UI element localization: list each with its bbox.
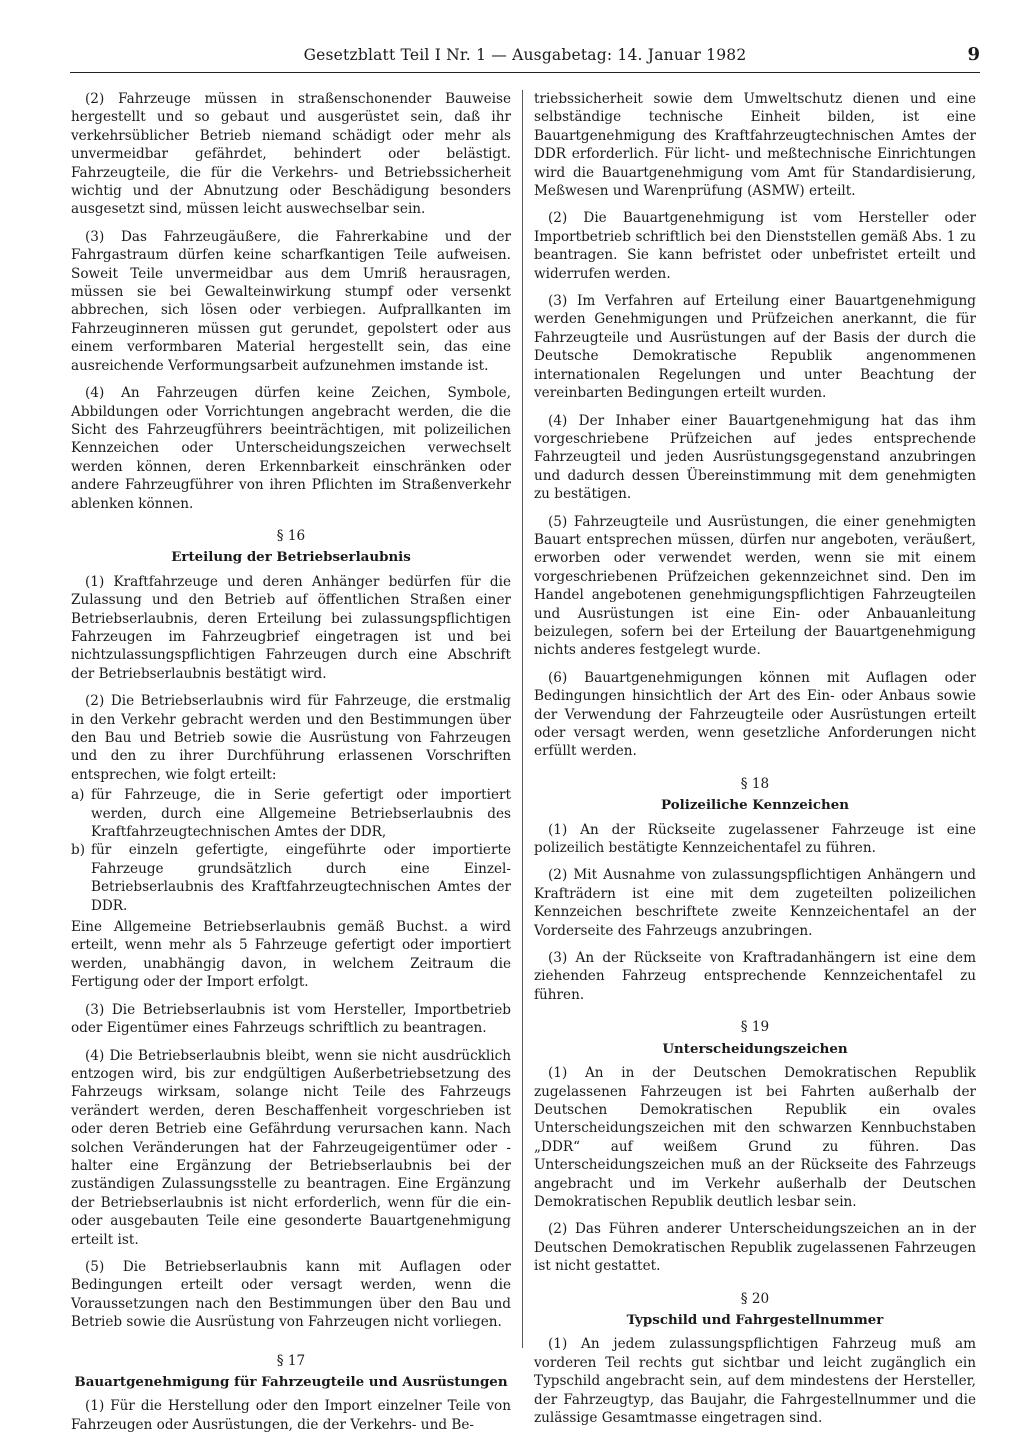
section-19-number: § 19 [740, 1019, 770, 1036]
list-item-text: für Fahrzeuge, die in Serie gefertigt oder importiert werden, durch eine Allgemeine Betriebserlaubnis des Kraftfahrzeugtechnischen Amtes der DDR, [91, 787, 511, 841]
section-20-number: § 20 [740, 1290, 770, 1307]
paragraph-18-1: (1) An der Rückseite zugelassener Fahrzeuge ist eine polizeilich bestätigte Kennzeichentafel zu führen. [534, 821, 976, 857]
list-item [71, 841, 511, 915]
section-18-number: § 18 [740, 775, 770, 792]
paragraph-17-5: (5) Fahrzeugteile und Ausrüstungen, die einer genehmigten Bauart entsprechen müssen, dürfen nur angeboten, veräußert, erworben oder verwendet werden, wenn sie mit einem vorgeschriebenen Prüfzeichen gekennzeichnet sind. Den im Handel angebotenen genehmigungspflichtigen Fahrzeugteilen und Ausrüstungen ist eine Ein- oder Anbauanleitung beizulegen, sofern bei der Erteilung der Bauartgenehmigung nichts anderes festgelegt wurde. [534, 513, 976, 659]
section-19-title: Unterscheidungszeichen [662, 1040, 848, 1057]
list-item-label: b) [71, 842, 86, 859]
paragraph-16-2: (2) Die Betriebserlaubnis wird für Fahrzeuge, die erstmalig in den Verkehr gebracht werden und den Bestimmungen über den Bau und Betrieb sowie die Ausrüstung von Fahrzeugen und den zu ihrer Durchführung erlassenen Vorschriften entsprechen, wie folgt erteilt: [71, 693, 511, 783]
paragraph-18-3: (3) An der Rückseite von Kraftradanhängern ist eine dem ziehenden Fahrzeug entsprechende Kennzeichentafel zu führen. [534, 950, 976, 1003]
page-header [70, 46, 980, 73]
section-17-number: § 17 [276, 1352, 306, 1369]
section-18-title: Polizeiliche Kennzeichen [661, 797, 849, 814]
list-item-label: a) [71, 787, 85, 804]
paragraph-15-4: (4) An Fahrzeugen dürfen keine Zeichen, Symbole, Abbildungen oder Vorrichtungen angebracht werden, die die Sicht des Fahrzeugführers beeinträchtigen, mit polizeilichen Kennzeichen oder Unterscheidungszeichen verwechselt werden können, deren Erkennbarkeit einschränken oder andere Fahrzeugführer von ihren Pflichten im Straßenverkehr ablenken können. [71, 385, 511, 512]
section-16-number: § 16 [276, 527, 306, 544]
paragraph-19-2: (2) Das Führen anderer Unterscheidungszeichen an in der Deutschen Demokratischen Republik zugelassenen Fahrzeugen ist nicht gestattet. [534, 1221, 976, 1275]
paragraph-17-4: (4) Der Inhaber einer Bauartgenehmigung hat das ihm vorgeschriebene Prüfzeichen auf jedes entsprechende Fahrzeugteil und jeden Ausrüstungsgegenstand anzubringen und dadurch dessen Übereinstimmung mit dem genehmigten zu bestätigen. [534, 412, 976, 503]
paragraph-15-2: (2) Fahrzeuge müssen in straßenschonender Bauweise hergestellt und so gebaut und ausgerüstet sein, daß ihr verkehrsüblicher Betrieb niemand schädigt oder mehr als unvermeidbar gefährdet, behindert oder belästigt. Fahrzeugteile, die für die Verkehrs- und Betriebssicherheit wichtig und der Abnutzung oder Beschädigung besonders ausgesetzt sind, müssen leicht auswechselbar sein. [71, 91, 511, 218]
page-number: 9 [967, 44, 980, 65]
paragraph-16-2-continued: Eine Allgemeine Betriebserlaubnis gemäß Buchst. a wird erteilt, wenn mehr als 5 Fahrzeuge gefertigt oder importiert werden, unabhängig davon, in welchem Zeitraum die Fertigung oder der Import erfolgt. [71, 919, 511, 991]
right-column [534, 90, 976, 1436]
paragraph-16-1: (1) Kraftfahrzeuge und deren Anhänger bedürfen für die Zulassung und den Betrieb auf öffentlichen Straßen einer Betriebserlaubnis, deren Erteilung bei zulassungspflichtigen Fahrzeugen im Fahrzeugbrief eingetragen ist und bei nichtzulassungspflichtigen Fahrzeugen durch eine Abschrift der Betriebserlaubnis bestätigt wird. [71, 573, 511, 682]
paragraph-17-2: (2) Die Bauartgenehmigung ist vom Hersteller oder Importbetrieb schriftlich bei den Dienststellen gemäß Abs. 1 zu beantragen. Sie kann befristet oder unbefristet erteilt und widerrufen werden. [534, 210, 976, 282]
header-title: Gesetzblatt Teil I Nr. 1 — Ausgabetag: 14. Januar 1982 [303, 46, 747, 64]
paragraph-16-4: (4) Die Betriebserlaubnis bleibt, wenn sie nicht ausdrücklich entzogen wird, bis zur endgültigen Außerbetriebsetzung des Fahrzeugs wirksam, solange nicht Teile des Fahrzeugs verändert werden, deren Beschaffenheit vorgeschrieben ist oder deren Betrieb eine Gefährdung verursachen kann. Nach solchen Veränderungen hat der Fahrzeugeigentümer oder -halter eine Ergänzung der Betriebserlaubnis bei der zuständigen Zulassungsstelle zu beantragen. Eine Ergänzung der Betriebserlaubnis ist nicht erforderlich, wenn für die ein- oder ausgebauten Teile eine gesonderte Bauartgenehmigung erteilt ist. [71, 1047, 511, 1248]
paragraph-20-1: (1) An jedem zulassungspflichtigen Fahrzeug muß am vorderen Teil rechts gut sichtbar und leicht zugänglich ein Typschild angebracht sein, auf dem mindestens der Hersteller, der Fahrzeugtyp, das Baujahr, die Fahrgestellnummer und die zulässige Gesamtmasse eingetragen sind. [534, 1336, 976, 1426]
paragraph-16-5: (5) Die Betriebserlaubnis kann mit Auflagen oder Bedingungen erteilt oder versagt werden, wenn die Voraussetzungen nach den Bestimmungen über den Bau und Betrieb sowie die Ausrüstung von Fahrzeugen nicht vorliegen. [71, 1258, 511, 1331]
paragraph-18-2: (2) Mit Ausnahme von zulassungspflichtigen Anhängern und Krafträdern ist eine mit dem zugeteilten polizeilichen Kennzeichen beschriftete zweite Kennzeichentafel an der Vorderseite des Fahrzeugs anzubringen. [534, 867, 976, 939]
paragraph-17-1-continued: triebssicherheit sowie dem Umweltschutz dienen und eine selbständige technische Einheit bilden, ist eine Bauartgenehmigung des Kraftfahrzeugtechnischen Amtes der DDR erforderlich. Für licht- und meßtechnische Einrichtungen wird die Bauartgenehmigung vom Amt für Standardisierung, Meßwesen und Warenprüfung (ASMW) erteilt. [534, 91, 976, 200]
paragraph-17-1: (1) Für die Herstellung oder den Import einzelner Teile von Fahrzeugen oder Ausrüstungen, die der Verkehrs- und Be- [71, 1398, 511, 1433]
column-divider [522, 90, 523, 1348]
paragraph-19-1: (1) An in der Deutschen Demokratischen Republik zugelassenen Fahrzeugen ist bei Fahrten außerhalb der Deutschen Demokratischen Republik ein ovales Unterscheidungszeichen mit den schwarzen Kennbuchstaben „DDR“ auf weißem Grund zu führen. Das Unterscheidungszeichen muß an der Rückseite des Fahrzeugs angebracht und im Verkehr außerhalb der Deutschen Demokratischen Republik deutlich lesbar sein. [534, 1065, 976, 1210]
paragraph-16-3: (3) Die Betriebserlaubnis ist vom Hersteller, Importbetrieb oder Eigentümer eines Fahrzeugs schriftlich zu beantragen. [71, 1001, 511, 1037]
list-item [71, 786, 511, 841]
left-column [71, 90, 511, 1443]
list-16-2 [71, 786, 511, 915]
section-20-title: Typschild und Fahrgestellnummer [626, 1311, 884, 1328]
paragraph-15-3: (3) Das Fahrzeugäußere, die Fahrerkabine und der Fahrgastraum dürfen keine scharfkantigen Teile aufweisen. Soweit Teile unvermeidbar aus dem Umriß herausragen, müssen sie bei Gewalteinwirkung stumpf oder versenkt abbrechen, sich lösen oder verbiegen. Aufprallkanten im Fahrzeuginneren müssen gut gerundet, gepolstert oder aus einem verformbaren Material hergestellt sein, das eine ausreichende Verformungsarbeit aufzunehmen imstande ist. [71, 228, 511, 374]
section-17-title: Bauartgenehmigung für Fahrzeugteile und Ausrüstungen [74, 1374, 508, 1390]
list-item-text: für einzeln gefertigte, eingeführte oder importierte Fahrzeuge grundsätzlich durch eine Einzel-Betriebserlaubnis des Kraftfahrzeugtechnischen Amtes der DDR. [91, 842, 511, 914]
paragraph-17-3: (3) Im Verfahren auf Erteilung einer Bauartgenehmigung werden Genehmigungen und Prüfzeichen anerkannt, die für Fahrzeugteile und Ausrüstungen auf der Basis der durch die Deutsche Demokratische Republik angenommenen internationalen Regelungen und unter Beachtung der vereinbarten Bedingungen erteilt wurden. [534, 293, 976, 402]
section-16-title: Erteilung der Betriebserlaubnis [171, 549, 411, 566]
paragraph-17-6: (6) Bauartgenehmigungen können mit Auflagen oder Bedingungen hinsichtlich der Art des Ein- oder Anbaus sowie der Verwendung der Fahrzeugteile oder Ausrüstungen erteilt oder versagt werden, wenn gesetzliche Anforderungen nicht erfüllt werden. [534, 669, 976, 760]
